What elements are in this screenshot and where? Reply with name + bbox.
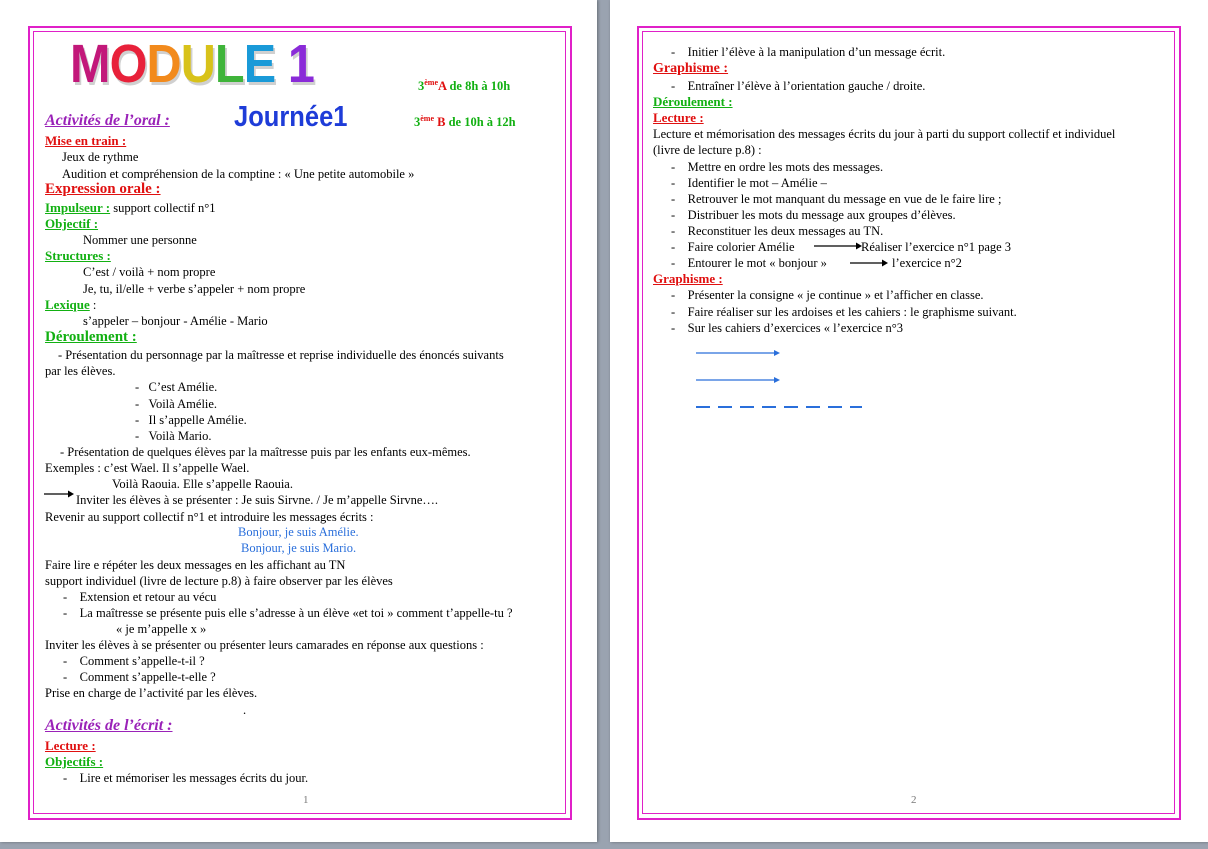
exemples-text: Exemples : c’est Wael. Il s’appelle Wael. bbox=[45, 461, 250, 475]
schedule-class-a: 3èmeA de 8h à 10h bbox=[418, 78, 511, 94]
bullet-item: - Initier l’élève à la manipulation d’un message écrit. bbox=[671, 45, 946, 59]
deroulement-heading: Déroulement : bbox=[653, 94, 733, 109]
bullet-item: - Comment s’appelle-t-il ? bbox=[63, 654, 205, 668]
deroulement-heading: Déroulement : bbox=[45, 329, 137, 345]
module-title bbox=[70, 34, 314, 94]
nommer-text: Nommer une personne bbox=[83, 233, 197, 247]
presentation-1: - Présentation du personnage par la maîtresse et reprise individuelle des énoncés suivants bbox=[58, 348, 504, 362]
list-item: - Faire réaliser sur les ardoises et les cahiers : le graphisme suivant. bbox=[671, 305, 1017, 319]
message-bonjour-amelie: Bonjour, je suis Amélie. bbox=[238, 525, 359, 539]
impulseur-line: Impulseur : support collectif n°1 bbox=[45, 200, 216, 215]
journee-title: Journée1 bbox=[234, 101, 348, 133]
inviter2-text: Inviter les élèves à se présenter ou présenter leurs camarades en réponse aux questions : bbox=[45, 638, 484, 652]
prise-en-charge-text: Prise en charge de l’activité par les élèves. bbox=[45, 686, 258, 700]
message-bonjour-mario: Bonjour, je suis Mario. bbox=[241, 541, 357, 555]
colorier-exercise: Réaliser l’exercice n°1 page 3 bbox=[861, 240, 1012, 254]
lecture-text-2: (livre de lecture p.8) : bbox=[653, 143, 762, 157]
module-title-letter: O bbox=[109, 34, 147, 94]
module-title-letter: M bbox=[70, 34, 110, 94]
list-item: - Sur les cahiers d’exercices « l’exercice n°3 bbox=[671, 321, 903, 335]
phrase-item: - Voilà Mario. bbox=[135, 429, 212, 443]
structure-2: Je, tu, il/elle + verbe s’appeler + nom propre bbox=[83, 282, 306, 296]
phrase-item: - Il s’appelle Amélie. bbox=[135, 413, 247, 427]
presentation-1b: par les élèves. bbox=[45, 364, 116, 378]
module-title-letter: E bbox=[243, 34, 276, 94]
module-title-letter bbox=[275, 34, 288, 94]
document-page-1 bbox=[0, 0, 597, 842]
list-item: - Identifier le mot – Amélie – bbox=[671, 176, 827, 190]
objectifs-heading: Objectifs : bbox=[45, 754, 104, 769]
support-individuel-text: support individuel (livre de lecture p.8) à faire observer par les élèves bbox=[45, 574, 393, 588]
bullet-item: - Extension et retour au vécu bbox=[63, 590, 217, 604]
graphisme-heading: Graphisme : bbox=[653, 271, 723, 286]
list-item: - Présenter la consigne « je continue » et l’afficher en classe. bbox=[671, 288, 984, 302]
lecture-text-1: Lecture et mémorisation des messages écrits du jour à parti du support collectif et individuel bbox=[653, 127, 1116, 141]
expression-orale-heading: Expression orale : bbox=[45, 181, 161, 197]
arrow-right-icon bbox=[814, 241, 862, 251]
revenir-text: Revenir au support collectif n°1 et introduire les messages écrits : bbox=[45, 510, 374, 524]
list-item: - Entourer le mot « bonjour » bbox=[671, 256, 827, 270]
oral-activities-heading: Activités de l’oral : bbox=[45, 112, 170, 129]
module-title-letter: L bbox=[214, 34, 244, 94]
bullet-item: - La maîtresse se présente puis elle s’adresse à un élève «et toi » comment t’appelle-tu ? bbox=[63, 606, 513, 620]
entourer-exercise: l’exercice n°2 bbox=[892, 256, 962, 270]
phrase-item: - C’est Amélie. bbox=[135, 380, 218, 394]
stray-dot: . bbox=[243, 703, 247, 717]
bullet-item: - Entraîner l’élève à l’orientation gauche / droite. bbox=[671, 79, 926, 93]
structure-1: C’est / voilà + nom propre bbox=[83, 265, 216, 279]
graphisme-heading: Graphisme : bbox=[653, 61, 729, 76]
bullet-item: - Comment s’appelle-t-elle ? bbox=[63, 670, 216, 684]
jeux-text: Jeux de rythme bbox=[62, 150, 139, 164]
bullet-item: - Lire et mémoriser les messages écrits du jour. bbox=[63, 771, 309, 785]
objectif-heading: Objectif : bbox=[45, 216, 99, 231]
graphism-arrow-line bbox=[696, 375, 780, 385]
mise-en-train-heading: Mise en train : bbox=[45, 133, 127, 148]
lexique-text: s’appeler – bonjour - Amélie - Mario bbox=[83, 314, 268, 328]
page-number: 1 bbox=[303, 794, 309, 806]
module-title-letter: D bbox=[146, 34, 181, 94]
module-title-letter: 1 bbox=[287, 34, 314, 94]
inviter-text: Inviter les élèves à se présenter : Je suis Sirvne. / Je m’appelle Sirvne…. bbox=[76, 493, 439, 507]
written-activities-heading: Activités de l’écrit : bbox=[45, 717, 173, 734]
page-number: 2 bbox=[911, 794, 917, 806]
schedule-class-b: 3ème B de 10h à 12h bbox=[414, 114, 516, 130]
arrow-right-icon bbox=[44, 489, 74, 499]
graphism-arrow-line bbox=[696, 348, 780, 358]
audition-text: Audition et compréhension de la comptine : « Une petite automobile » bbox=[62, 167, 415, 181]
list-item: - Distribuer les mots du message aux groupes d’élèves. bbox=[671, 208, 956, 222]
voila-raouia-text: Voilà Raouia. Elle s’appelle Raouia. bbox=[112, 477, 293, 491]
lecture-heading: Lecture : bbox=[45, 738, 96, 753]
list-item: - Reconstituer les deux messages au TN. bbox=[671, 224, 884, 238]
presentation-2: - Présentation de quelques élèves par la maîtresse puis par les enfants eux-mêmes. bbox=[60, 445, 471, 459]
lexique-line: Lexique : bbox=[45, 297, 97, 312]
structures-heading: Structures : bbox=[45, 248, 111, 263]
module-title-letter: U bbox=[180, 34, 215, 94]
phrase-item: - Voilà Amélie. bbox=[135, 397, 218, 411]
faire-lire-text: Faire lire e répéter les deux messages en les affichant au TN bbox=[45, 558, 346, 572]
graphism-dashed-line bbox=[696, 403, 862, 411]
list-item: - Mettre en ordre les mots des messages. bbox=[671, 160, 884, 174]
list-item: - Retrouver le mot manquant du message en vue de le faire lire ; bbox=[671, 192, 1002, 206]
lecture-heading: Lecture : bbox=[653, 110, 704, 125]
arrow-right-icon bbox=[850, 258, 888, 268]
je-m-appelle-text: « je m’appelle x » bbox=[116, 622, 207, 636]
document-page-2 bbox=[610, 0, 1208, 842]
list-item: - Faire colorier Amélie bbox=[671, 240, 795, 254]
